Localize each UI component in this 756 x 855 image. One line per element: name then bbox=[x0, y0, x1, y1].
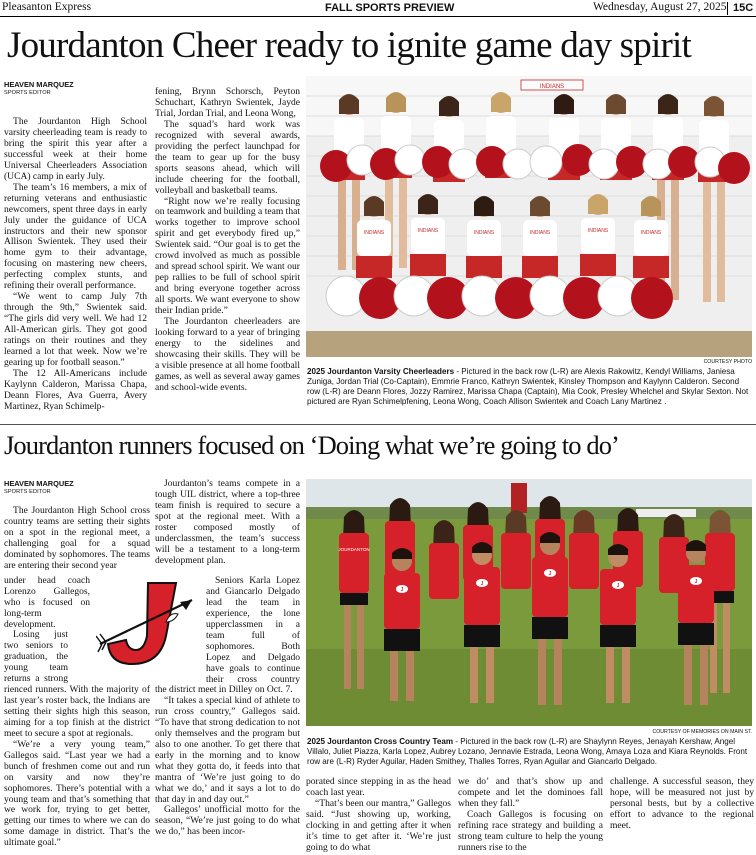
xc-caption-text: - Pictured in the back row (L-R) are Shaylynn Reyes, Jenayah Kershaw, Angel Villalo, Juliet Piazza, Karla Lopez, Aubrey Lozano, Jennavie Estrada, Leona Wong, Amaya Loza and Kiara Reynolds. Front row are (L-R) Ryder Aguilar, Haden Smithey, Thalles Torres, Ryan Aguilar and Giancarlo Delgado. bbox=[307, 737, 748, 767]
story2-column-2-bottom bbox=[155, 685, 300, 855]
uniform-text: INDIANS bbox=[417, 228, 439, 234]
cross-country-photo-illustration bbox=[306, 479, 752, 726]
uniform-text: INDIANS bbox=[640, 230, 662, 236]
story2-col1-para: rienced runners. With the majority of last year’s roster back, the Indians are setting their sights high this season, aiming for a top finish at the district meet to secure a spot at regionals. bbox=[4, 685, 150, 739]
story2-col1-para: The Jourdanton High School cross country teams are setting their sights on a spot in the regional meet, a challenging goal for a squad dominated by sophomores. The teams are entering their second year bbox=[4, 506, 150, 571]
story2-col5-para: challenge. A successful season, they hope, will be measured not just by personal bests, but by a collective effort to advance to the regional meet. bbox=[610, 777, 754, 831]
j-arrow-logo-icon bbox=[96, 578, 206, 668]
story2-col1-para: “We’re a very young team,” Gallegos said. “Last year we had a bunch of freshmen come out and run on varsity and now they’re sophomores. There’s potential with a young team and that’s something that we work for, trying to get better, getting our times to where we can do some damage in district. That’s the ultimate goal.” bbox=[4, 738, 150, 849]
story1-col1-para: The team’s 16 members, a mix of returning veterans and enthusiastic newcomers, spent three days in early July under the guidance of UCA instructors and their new sponsor Allison Swientek. They used their home gym to their advantage, focusing on mastering new cheers, perfecting complex stunts, and refining their overall performance. bbox=[4, 181, 147, 292]
story2-col3-para: porated since stepping in as the head coach last year. bbox=[306, 777, 451, 798]
story2-column-2-wrap bbox=[206, 576, 300, 685]
story2-column-5 bbox=[610, 777, 754, 855]
story1-column-1 bbox=[4, 117, 147, 420]
story1-col1-para: The 12 All-Americans include Kaylynn Calderon, Marissa Chapa, Deann Flores, Ava Guerra, Avery Martinez, Ryan Schimelp- bbox=[4, 367, 147, 412]
story2-col1-para: Losing just two seniors to graduation, the young team returns a strong bbox=[4, 630, 68, 684]
story1-byline: HEAVEN MARQUEZ bbox=[4, 80, 74, 89]
story2-col4-para: we do’ and that’s show up and compete and let the dominoes fall when they fall.” bbox=[458, 777, 603, 809]
uniform-letter: J bbox=[400, 587, 404, 593]
story2-column-1-top bbox=[4, 506, 150, 576]
story1-col2-para: The squad’s hard work was recognized with several awards, providing the perfect launchpad for the team to gear up for the busy sports seasons ahead, which will include cheering for the football, volleyball and basketball teams. bbox=[155, 118, 300, 196]
uniform-text: INDIANS bbox=[529, 230, 551, 236]
story1-col2-para: “Right now we’re really focusing on teamwork and building a team that works together to improve school spirit and get everybody fired up,” Swientek said. “Our goal is to get the crowd involved as much as possible and spread school spirit. We want our pep rallies to be full of school spirit and bring everyone together across all sports. We want everyone to show their Indian pride.” bbox=[155, 195, 300, 317]
story2-col3-para: “That’s been our mantra,” Gallegos said. “Just showing up, working, clocking in and getting after it when it’s time to get after it. ‘We’re just going to do what bbox=[306, 797, 451, 853]
xc-caption-title: 2025 Jourdanton Cross Country Team bbox=[307, 737, 454, 746]
story1-col1-para: The Jourdanton High School varsity cheerleading team is ready to bring the spirit this year after a successful week at their home Universal Cheerleaders Association (UCA) camp in early July. bbox=[4, 117, 147, 182]
story1-col2-para: The Jourdanton cheerleaders are looking forward to a year of bringing energy to the sidelines and showcasing their skills. They will be a visible presence at all home football games, as well as several away games and school-wide events. bbox=[155, 316, 300, 393]
story2-column-3 bbox=[306, 777, 451, 855]
story1-headline: Jourdanton Cheer ready to ignite game day spirit bbox=[7, 25, 691, 66]
cheer-team-photo bbox=[306, 76, 752, 357]
story2-col2-para: Seniors Karla Lopez and Giancarlo Delgado lead the team in experience, the lone upperclassmen in a team full of sophomores. Both Lopez and Delgado have goals to continue their cross country bbox=[206, 576, 300, 685]
story1-column-2 bbox=[155, 87, 300, 420]
publication-name: Pleasanton Express bbox=[2, 1, 92, 13]
story2-byline: HEAVEN MARQUEZ bbox=[4, 479, 74, 488]
story2-col2-para: “It takes a special kind of athlete to run cross country,” Gallegos said. “To have that strong dedication to not only themselves and the program but also to one another. To get there that early in the morning and to know what they gotta do, it feeds into that mantra of ‘We’re just going to do what we do,’ and it says a lot to do that day in and day out.” bbox=[155, 694, 300, 805]
cross-country-team-photo bbox=[306, 479, 752, 726]
story2-column-1-wrap bbox=[4, 576, 90, 630]
uniform-text: INDIANS bbox=[363, 230, 385, 236]
story2-headline: Jourdanton runners focused on ‘Doing what we’re going to do’ bbox=[4, 430, 619, 460]
story2-column-4 bbox=[458, 777, 603, 855]
story2-col2-para: Jourdanton’s teams compete in a tough UIL district, where a top-three team finish is required to secure a spot at the regional meet. With a roster composed mostly of underclassmen, the team’s success will be a testament to a long-term development plan. bbox=[155, 479, 300, 565]
uniform-letter: J bbox=[548, 571, 552, 577]
story2-column-2-top bbox=[155, 479, 300, 565]
uniform-text: INDIANS bbox=[587, 228, 609, 234]
cheer-caption-title: 2025 Jourdanton Varsity Cheerleaders bbox=[307, 367, 455, 376]
cheer-photo-illustration bbox=[306, 76, 752, 357]
cheer-photo-caption bbox=[307, 367, 753, 407]
xc-photo-credit: COURTESY OF MEMORIES ON MAIN ST. bbox=[652, 729, 752, 735]
page-number: 15C bbox=[733, 2, 754, 14]
story2-col4-para: Coach Gallegos is focusing on refining race strategy and building a strong team culture to help the young runners rise to the bbox=[458, 808, 603, 853]
uniform-letter: J bbox=[616, 583, 620, 589]
cheer-caption-text: - Pictured in the back row (L-R) are Alexis Rakowitz, Kendyl Williams, Janiesa Zuniga, Jordan Trial (Co-Captain), Emmrie Franco, Kathryn Swientek, Kinsley Thompson and Kaylynn Calderon. Second row (L-R) are Deann Flores, Jozzy Ramirez, Marissa Chapa (Captain), Mia Cook, Presley Whelchel and Skylar Sexton. Not pictured are Ryan Schimelpfening, Leona Wong, Coach Allison Swientek and Coach Lany Martinez . bbox=[307, 367, 749, 407]
cheer-photo-credit: COURTESY PHOTO bbox=[703, 359, 752, 365]
header-divider bbox=[727, 2, 728, 15]
uniform-letter: J bbox=[480, 581, 484, 587]
story-divider bbox=[0, 424, 756, 425]
story1-byline-role: SPORTS EDITOR bbox=[4, 90, 51, 96]
story2-col1-para: under head coach Lorenzo Gallegos, who is focused on long-term development. bbox=[4, 576, 90, 630]
story2-column-1-bottom bbox=[4, 685, 150, 855]
header-rule bbox=[0, 16, 756, 17]
uniform-text: JOURDANTON bbox=[338, 547, 370, 552]
uniform-text: INDIANS bbox=[473, 230, 495, 236]
gym-banner-text: INDIANS bbox=[539, 84, 565, 90]
story1-col1-para: “We went to camp July 7th through the 9th,” Swientek said. “The girls did very well. We had 12 All-American girls. They got good ratings on their routines and they learned a lot that week. Now we’re gearing up for football season.” bbox=[4, 291, 147, 368]
xc-photo-caption bbox=[307, 737, 753, 767]
section-title: FALL SPORTS PREVIEW bbox=[325, 2, 455, 14]
story1-col2-para: fening, Brynn Schorsch, Peyton Schuchart, Kathryn Swientek, Jayde Trial, Jordan Trial, and Leona Wong, bbox=[155, 87, 300, 119]
story2-byline-role: SPORTS EDITOR bbox=[4, 489, 51, 495]
story2-col2-para: the district meet in Dilley on Oct. 7. bbox=[155, 685, 293, 695]
jourdanton-j-logo bbox=[96, 578, 206, 668]
story2-col2-para: Gallegos’ unofficial motto for the season, “We’re just going to do what we do,” has been incor- bbox=[155, 804, 300, 838]
uniform-letter: J bbox=[694, 579, 698, 585]
story2-column-1-wrap2 bbox=[4, 630, 68, 685]
issue-date: Wednesday, August 27, 2025 bbox=[593, 1, 727, 13]
